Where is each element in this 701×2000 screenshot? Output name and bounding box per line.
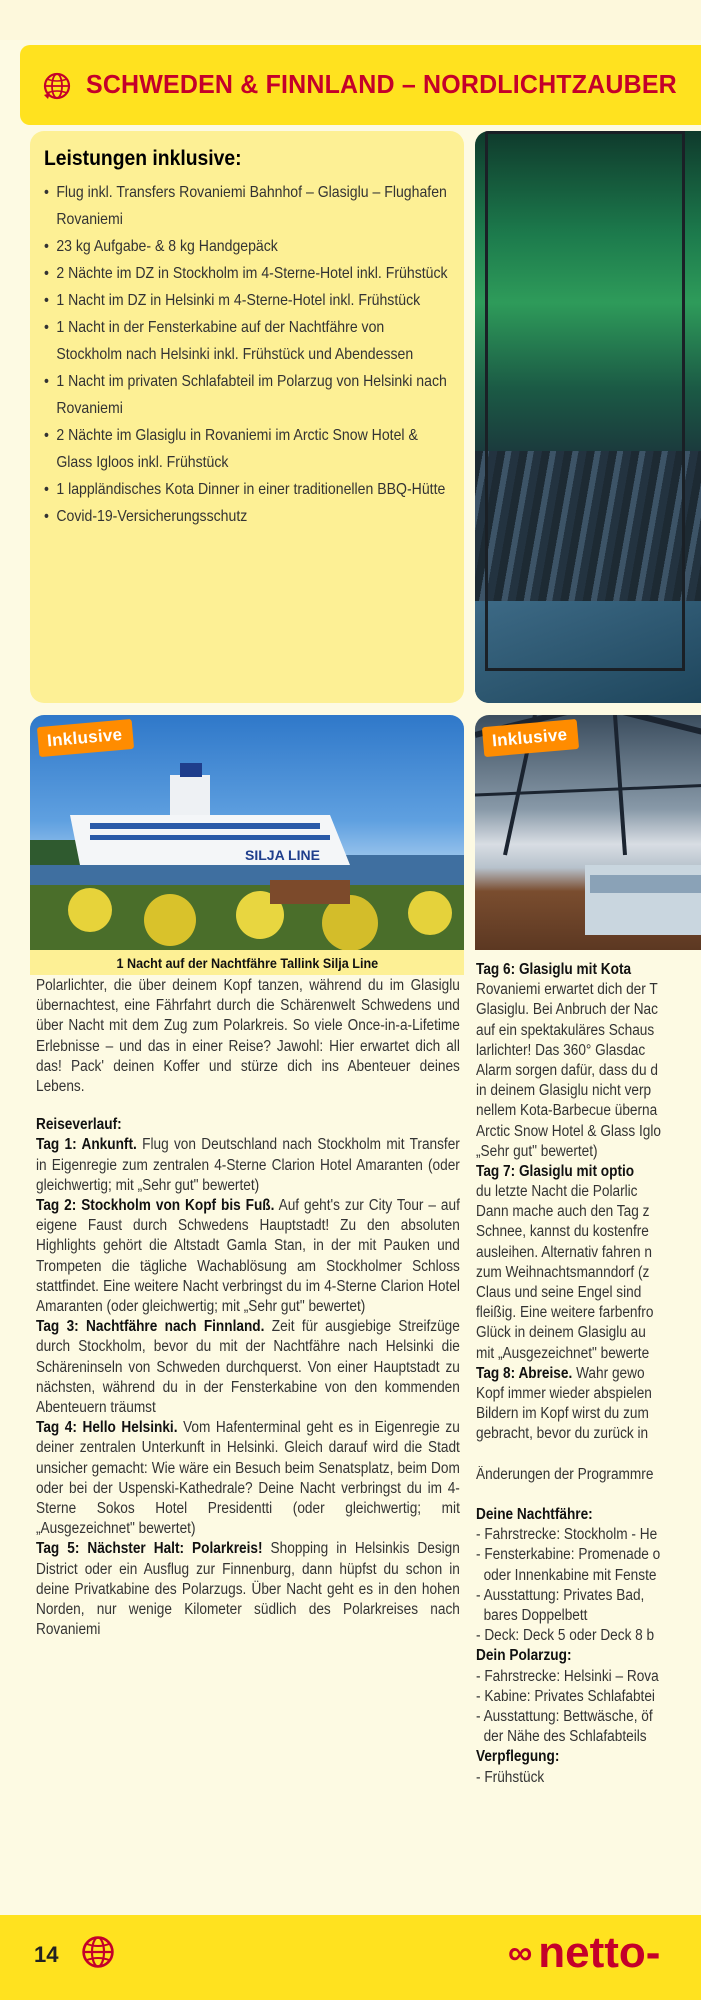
day-heading: Tag 4: Hello Helsinki. [36, 1419, 178, 1437]
line-text: Alarm sorgen dafür, dass du d [476, 1061, 658, 1079]
line-text: zum Weihnachtsmanndorf (z [476, 1263, 650, 1281]
column-line [476, 1142, 701, 1162]
brand-text: netto- [538, 1928, 661, 1977]
inclusions-list [44, 179, 450, 530]
column-line [476, 1566, 701, 1586]
top-strip [0, 0, 701, 40]
column-line [476, 1384, 701, 1404]
column-line [476, 1687, 701, 1707]
line-text: Kopf immer wieder abspielen [476, 1384, 652, 1402]
line-text-rest: Wahr gewo [572, 1364, 645, 1382]
day-heading: Tag 2: Stockholm von Kopf bis Fuß. [36, 1197, 275, 1215]
column-heading [476, 1747, 701, 1767]
line-text: Glasiglu. Bei Anbruch der Nac [476, 1001, 658, 1019]
line-text: - Kabine: Privates Schlafabtei [476, 1687, 655, 1705]
column-line [476, 1727, 701, 1747]
line-text: oder Innenkabine mit Fenste [476, 1566, 657, 1584]
column-line [476, 1283, 701, 1303]
column-line [476, 1182, 701, 1202]
column-line [476, 1021, 701, 1041]
column-heading [476, 1646, 701, 1666]
inclusions-title: Leistungen inklusive: [44, 147, 242, 170]
line-text: fleißig. Eine weitere farbenfro [476, 1304, 654, 1322]
itinerary-column-1 [36, 976, 460, 1641]
day-text: Flug von Deutschland nach Stockholm mit Transfer in Eigenregie zum zentralen 4-Sterne Clarion Hotel Amaranten (oder gleichwertig; mit „Sehr gut" bewertet) [36, 1136, 460, 1194]
netto-logo [508, 1930, 660, 1976]
line-text: Schnee, kannst du kostenfre [476, 1223, 649, 1241]
itinerary-day [36, 1539, 460, 1640]
bow-icon: ∞ [508, 1933, 533, 1972]
line-text: Rovaniemi erwartet dich der T [476, 981, 658, 999]
inclusion-item: • 1 Nacht im DZ in Helsinki m 4-Sterne-Hotel inkl. Frühstück [44, 287, 448, 314]
line-text: auf ein spektakuläres Schaus [476, 1021, 655, 1039]
column-line [476, 1525, 701, 1545]
column-line [476, 1344, 701, 1364]
line-text: du letzte Nacht die Polarlic [476, 1183, 638, 1201]
line-text: Tag 8: Abreise. [476, 1364, 573, 1382]
column-line [476, 1061, 701, 1081]
column-line [476, 1707, 701, 1727]
page-number: 14 [34, 1942, 59, 1967]
column-line [476, 1263, 701, 1283]
line-text: gebracht, bevor du zurück in [476, 1425, 649, 1443]
line-text: mit „Ausgezeichnet" bewerte [476, 1344, 650, 1362]
column-line [476, 1323, 701, 1343]
line-text: ausleihen. Alternativ fahren n [476, 1243, 652, 1261]
column-line [476, 1222, 701, 1242]
column-line [476, 1000, 701, 1020]
ship-logo: SILJA LINE [245, 847, 320, 863]
column-line [476, 1667, 701, 1687]
line-text: Dein Polarzug: [476, 1647, 572, 1665]
line-text: - Deck: Deck 5 oder Deck 8 b [476, 1627, 655, 1645]
line-text: Tag 7: Glasiglu mit optio [476, 1162, 635, 1180]
itinerary-day [36, 1418, 460, 1539]
globe-icon [80, 1934, 116, 1970]
ferry-caption [30, 950, 464, 975]
column-line [476, 1101, 701, 1121]
column-line [476, 1465, 701, 1485]
itinerary-day [36, 1135, 460, 1196]
inclusion-item: • 1 lappländisches Kota Dinner in einer traditionellen BBQ-Hütte [44, 476, 448, 503]
column-line [476, 1303, 701, 1323]
line-text: Glück in deinem Glasiglu au [476, 1324, 646, 1342]
day-text: Vom Hafenterminal geht es in Eigenregie zu deiner zentralen Unterkunft in Helsinki. Gleich darauf wird die Stadt unsicher gemacht: Wie wäre ein Besuch beim Senatsplatz, beim Dom oder bei der Uspenski-Kathedrale? Deine Nacht verbringst du im 4-Sterne Sokos Hotel Presidentti (oder gleichwertig; mit „Ausgezeichnet" bewertet) [36, 1419, 460, 1538]
inclusion-item: • Flug inkl. Transfers Rovaniemi Bahnhof – Glasiglu – Flughafen Rovaniemi [44, 179, 448, 233]
itinerary-day [36, 1196, 460, 1317]
column-line [476, 1545, 701, 1565]
line-text: Arctic Snow Hotel & Glass Iglo [476, 1122, 661, 1140]
line-text: bares Doppelbett [476, 1607, 588, 1624]
globe-icon [42, 71, 72, 101]
column-heading [476, 960, 701, 980]
day-heading: Tag 1: Ankunft. [36, 1136, 137, 1154]
aurora-igloo-photo [475, 131, 701, 703]
itinerary-column-2 [476, 960, 701, 1788]
line-text: Deine Nachtfähre: [476, 1506, 593, 1524]
column-heading [476, 1364, 701, 1384]
line-text: - Ausstattung: Privates Bad, [476, 1586, 645, 1604]
inclusion-item: • 2 Nächte im Glasiglu in Rovaniemi im Arctic Snow Hotel & Glass Igloos inkl. Frühstück [44, 422, 448, 476]
igloo-interior-photo [475, 715, 701, 950]
column-line [476, 980, 701, 1000]
line-text: - Fahrstrecke: Helsinki – Rova [476, 1667, 659, 1685]
column-line [476, 1202, 701, 1222]
day-text: Zeit für ausgiebige Streifzüge durch Stockholm, bevor du mit der Nachtfähre nach Helsinki die Schäreninseln von Schweden durchquerst. Von einer Hauptstadt zu nächsten, während du in der Fensterkabine von den kommenden Abenteuern träumst [36, 1318, 460, 1417]
igloo-window-frame [485, 131, 685, 671]
column-line [476, 1081, 701, 1101]
day-heading: Tag 3: Nachtfähre nach Finnland. [36, 1318, 265, 1336]
column-line [476, 1586, 701, 1606]
column-line [476, 1626, 701, 1646]
column-line [476, 1485, 701, 1505]
line-text: Änderungen der Programmre [476, 1465, 654, 1483]
day-heading: Tag 5: Nächster Halt: Polarkreis! [36, 1540, 263, 1558]
itinerary-days [36, 1135, 460, 1640]
inclusive-badge-left: Inklusive [37, 719, 135, 757]
column-line [476, 1122, 701, 1142]
column-line [476, 1606, 701, 1626]
inclusion-item: • 1 Nacht in der Fensterkabine auf der Nachtfähre von Stockholm nach Helsinki inkl. Frühstück und Abendessen [44, 314, 448, 368]
line-text: nellem Kota-Barbecue überna [476, 1102, 658, 1120]
intro-text: Polarlichter, die über deinem Kopf tanzen, während du im Glasiglu übernachtest, eine Fährfahrt durch die Schärenwelt Schwedens und über Nacht mit dem Zug zum Polarkreis. So viele Once-in-a-Lifetime Erlebnisse – und das in einer Reise? Jawohl: Hier erwartet dich all das! Pack' deinen Koffer und stürze dich ins Abenteuer deines Lebens. [36, 977, 460, 1096]
itinerary-heading: Reiseverlauf: [36, 1116, 122, 1134]
line-text: Tag 6: Glasiglu mit Kota [476, 961, 632, 978]
line-text: - Frühstück [476, 1768, 545, 1786]
line-text: in deinem Glasiglu nicht verp [476, 1082, 652, 1100]
line-text: - Fahrstrecke: Stockholm - He [476, 1526, 658, 1544]
line-text: Bildern im Kopf wirst du zum [476, 1405, 649, 1423]
inclusion-item: • Covid-19-Versicherungsschutz [44, 503, 448, 530]
inclusive-badge-right: Inklusive [482, 719, 580, 757]
day-text: Shopping in Helsinkis Design District oder ein Ausflug zur Finnenburg, dann hüpfst du schon in deine Privatkabine des Polarzugs. Über Nacht geht es in den hohen Norden, nur wenige Kilometer südlich des Polarkreises nach Rovaniemi [36, 1540, 460, 1639]
inclusions-box [30, 131, 464, 703]
column-line [476, 1041, 701, 1061]
page-title: SCHWEDEN & FINNLAND – NORDLICHTZAUBER [86, 69, 677, 99]
column-heading [476, 1505, 701, 1525]
line-text: Claus und seine Engel sind [476, 1284, 642, 1301]
inclusion-item: • 1 Nacht im privaten Schlafabteil im Polarzug von Helsinki nach Rovaniemi [44, 368, 448, 422]
column-line [476, 1404, 701, 1424]
column-heading [476, 1162, 701, 1182]
line-text: Verpflegung: [476, 1748, 560, 1766]
line-text: - Ausstattung: Bettwäsche, öf [476, 1707, 653, 1725]
ferry-caption-text: 1 Nacht auf der Nachtfähre Tallink Silja Line [116, 954, 378, 971]
column-line [476, 1768, 701, 1788]
column-line [476, 1424, 701, 1444]
ferry-photo [30, 715, 464, 950]
inclusion-item: • 23 kg Aufgabe- & 8 kg Handgepäck [44, 233, 448, 260]
section-header [20, 45, 701, 125]
column-line [476, 1243, 701, 1263]
column-line [476, 1445, 701, 1465]
itinerary-day [36, 1317, 460, 1418]
line-text: „Sehr gut" bewertet) [476, 1142, 598, 1160]
line-text: der Nähe des Schlafabteils [476, 1728, 647, 1746]
line-text: - Fensterkabine: Promenade o [476, 1546, 661, 1564]
line-text: Dann mache auch den Tag z [476, 1203, 650, 1221]
line-text: larlichter! Das 360° Glasdac [476, 1041, 646, 1059]
day-text: Auf geht's zur City Tour – auf eigene Faust durch Schwedens Hauptstadt! Zu den absoluten Highlights gehört die Altstadt Gamla Stan, in der mit Pauken und Trompeten die tägliche Wachablösung am Stockholmer Schloss stattfindet. Eine weitere Nacht verbringst du im 4-Sterne Clarion Hotel Amaranten (oder gleichwertig; mit „Sehr gut" bewertet) [36, 1197, 460, 1316]
inclusion-item: • 2 Nächte im DZ in Stockholm im 4-Sterne-Hotel inkl. Frühstück [44, 260, 448, 287]
